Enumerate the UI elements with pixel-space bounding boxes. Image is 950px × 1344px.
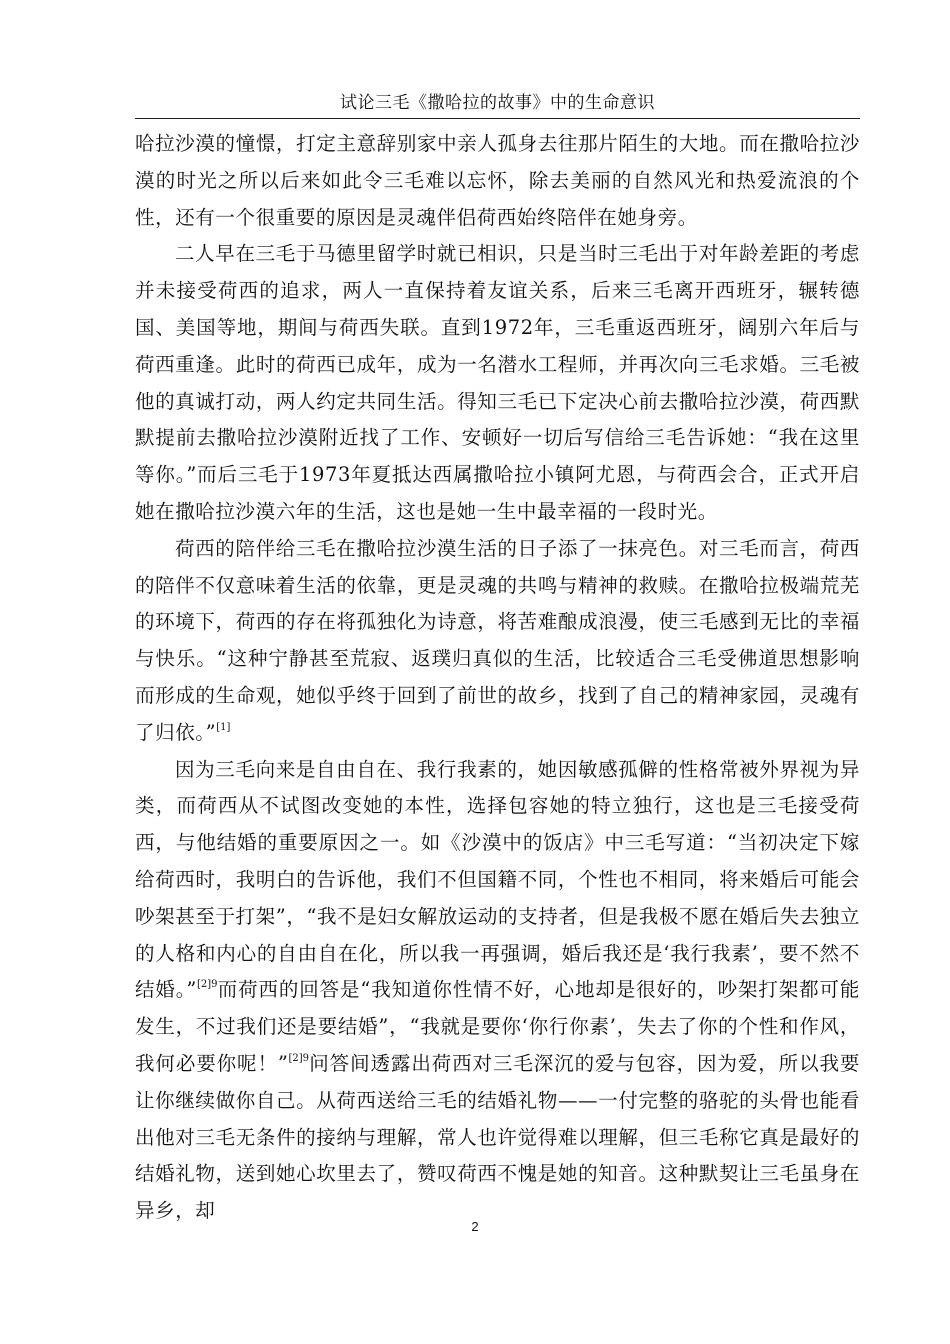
citation-2a: [2]9 [196, 979, 218, 991]
body-text [135, 126, 860, 1230]
header-rule [135, 118, 860, 119]
running-header-title: 试论三毛《撒哈拉的故事》中的生命意识 [340, 93, 655, 113]
paragraph-marriage [135, 752, 860, 1230]
page-number: 2 [471, 1219, 479, 1234]
paragraph-companionship-text: 荷西的陪伴给三毛在撒哈拉沙漠生活的日子添了一抹亮色。对三毛而言，荷西的陪伴不仅意味着生活的依靠，更是灵魂的共鸣与精神的救赎。在撒哈拉极端荒芜的环境下，荷西的存在将孤独化为诗意，将苦难酿成浪漫，使三毛感到无比的幸福与快乐。“这种宁静甚至荒寂、返璞归真似的生活，比较适合三毛受佛道思想影响而形成的生命观，她似乎终于回到了前世的故乡，找到了自己的精神家园，灵魂有了归依。” [135, 536, 860, 744]
citation-2b: [2]9 [288, 1052, 309, 1064]
paragraph-continued: 哈拉沙漠的憧憬，打定主意辞别家中亲人孤身去往那片陌生的大地。而在撒哈拉沙漠的时光之所以后来如此令三毛难以忘怀，除去美丽的自然风光和热爱流浪的个性，还有一个很重要的原因是灵魂伴侣荷西始终陪伴在她身旁。 [135, 132, 860, 229]
paragraph-marriage-seg3: 问答间透露出荷西对三毛深沉的爱与包容，因为爱，所以我要让你继续做你自己。从荷西送给三毛的结婚礼物——一付完整的骆驼的头骨也能看出他对三毛无条件的接纳与理解，常人也许觉得难以理解，但三毛称它真是最好的结婚礼物，送到她心坎里去了，赞叹荷西不愧是她的知音。这种默契让三毛虽身在异乡，却 [135, 1051, 860, 1223]
paragraph-marriage-seg1: 因为三毛向来是自由自在、我行我素的，她因敏感孤僻的性格常被外界视为异类，而荷西从不试图改变她的本性，选择包容她的特立独行，这也是三毛接受荷西，与他结婚的重要原因之一。如《沙漠中的饭店》中三毛写道：“当初决定下嫁给荷西时，我明白的告诉他，我们不但国籍不同，个性也不相同，将来婚后可能会吵架甚至于打架”，“我不是妇女解放运动的支持者，但是我极不愿在婚后失去独立的人格和内心的自由自在化，所以我一再强调，婚后我还是‘我行我素’，要不然不结婚。” [135, 757, 860, 1002]
paragraph-companionship [135, 531, 860, 752]
citation-1: [1] [216, 721, 231, 733]
paragraph-meeting-jose: 二人早在三毛于马德里留学时就已相识，只是当时三毛出于对年龄差距的考虑并未接受荷西的追求，两人一直保持着友谊关系，后来三毛离开西班牙，辗转德国、美国等地，期间与荷西失联。直到1972年，三毛重返西班牙，阔别六年后与荷西重逢。此时的荷西已成年，成为一名潜水工程师，并再次向三毛求婚。三毛被他的真诚打动，两人约定共同生活。得知三毛已下定决心前去撒哈拉沙漠，荷西默默提前去撒哈拉沙漠附近找了工作、安顿好一切后写信给三毛告诉她：“我在这里等你。”而后三毛于1973年夏抵达西属撒哈拉小镇阿尤恩，与荷西会合，正式开启她在撒哈拉沙漠六年的生活，这也是她一生中最幸福的一段时光。 [135, 242, 860, 523]
paragraph-marriage-seg2: 而荷西的回答是“我知道你性情不好，心地却是很好的，吵架打架都可能发生，不过我们还是要结婚”，“我就是要你‘你行你素’，失去了你的个性和作风，我何必要你呢！” [135, 978, 860, 1075]
